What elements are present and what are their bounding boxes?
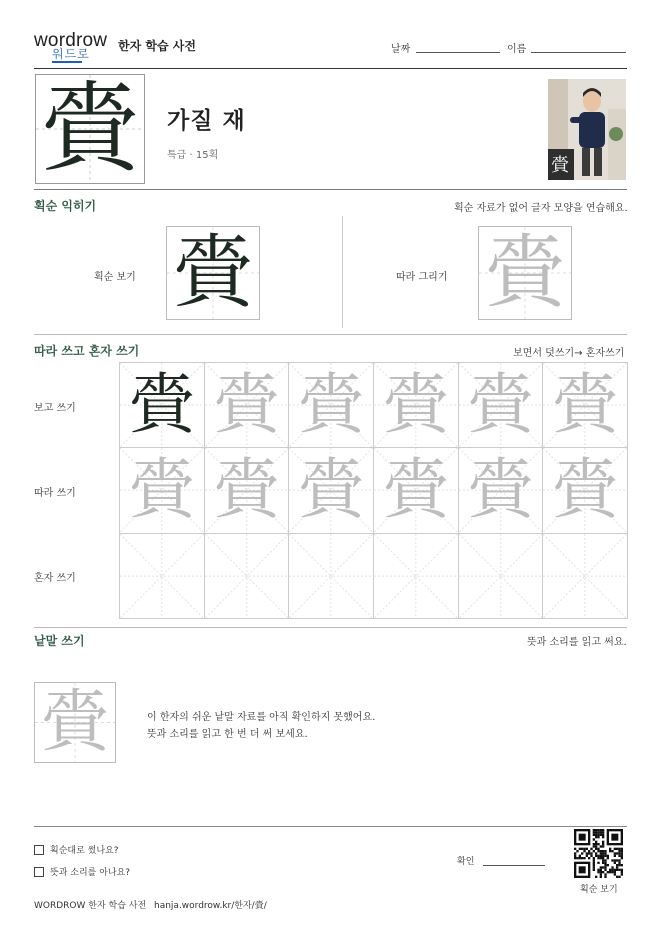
trace-character: 賫	[382, 451, 449, 529]
practice-cell[interactable]	[542, 362, 628, 448]
character-meaning: 가질 재	[167, 108, 246, 134]
confirm-field[interactable]	[483, 865, 545, 866]
confirm-label: 확인	[457, 857, 475, 867]
logo-underline	[52, 61, 82, 63]
stroke-section-separator	[342, 216, 343, 328]
row-label-alone: 혼자 쓰기	[34, 573, 76, 584]
row-label-trace: 따라 쓰기	[34, 488, 76, 499]
stroke-section-note: 획순 자료가 없어 글자 모양을 연습해요.	[454, 203, 628, 214]
trace-character: 賫	[485, 226, 565, 319]
name-label: 이름	[507, 44, 527, 55]
guide-lines	[459, 534, 543, 618]
trace-character: 賫	[213, 366, 280, 444]
trace-character: 賫	[128, 451, 195, 529]
trace-label: 따라 그리기	[396, 272, 448, 283]
word-message-line1: 이 한자의 쉬운 낱말 자료를 아직 확인하지 못했어요.	[147, 712, 376, 723]
trace-character: 賫	[298, 451, 365, 529]
logo-wordrow: wordrow	[34, 30, 108, 51]
word-section-title: 낱말 쓰기	[34, 634, 85, 648]
checklist-item-strokes[interactable]	[34, 843, 119, 856]
practice-section-title: 따라 쓰고 혼자 쓰기	[34, 344, 140, 358]
practice-cell[interactable]	[204, 447, 290, 533]
checklist-label: 뜻과 소리를 아나요?	[50, 868, 131, 878]
practice-cell[interactable]	[458, 447, 544, 533]
practice-divider	[34, 627, 627, 628]
word-section-note: 뜻과 소리를 읽고 써요.	[527, 637, 627, 648]
date-field[interactable]	[416, 52, 500, 53]
stroke-view-box[interactable]	[166, 226, 260, 320]
hero-divider	[34, 189, 627, 190]
checklist-label: 획순대로 썼나요?	[50, 846, 119, 856]
guide-lines	[289, 534, 373, 618]
guide-lines	[543, 534, 627, 618]
trace-box[interactable]	[478, 226, 572, 320]
app-title: 한자 학습 사전	[118, 39, 196, 53]
checkbox[interactable]	[34, 867, 44, 877]
trace-character: 賫	[467, 366, 534, 444]
hero-character-box	[35, 74, 145, 184]
hero-character: 賫	[40, 72, 139, 186]
footer-divider	[34, 826, 627, 827]
practice-cell[interactable]	[288, 447, 374, 533]
header-divider	[34, 68, 627, 69]
checklist-item-meaning[interactable]	[34, 865, 130, 878]
trace-character: 賫	[552, 366, 619, 444]
date-label: 날짜	[391, 44, 411, 55]
trace-character: 賫	[382, 366, 449, 444]
trace-character: 賫	[467, 451, 534, 529]
qr-caption: 획순 보기	[580, 885, 618, 895]
word-practice-box[interactable]	[34, 682, 116, 763]
checkbox[interactable]	[34, 845, 44, 855]
qr-code-icon[interactable]	[574, 829, 623, 878]
guide-lines	[205, 534, 289, 618]
practice-cell[interactable]	[373, 362, 459, 448]
practice-cell[interactable]	[288, 362, 374, 448]
footer-url[interactable]: hanja.wordrow.kr/한자/賫/	[154, 901, 267, 911]
trace-character: 賫	[552, 451, 619, 529]
stroke-section-title: 획순 익히기	[34, 199, 97, 213]
practice-cell[interactable]	[204, 362, 290, 448]
practice-cell[interactable]	[373, 447, 459, 533]
practice-cell[interactable]	[288, 533, 374, 619]
word-practice-character: 賫	[40, 682, 109, 762]
footer-brand: WORDROW 한자 학습 사전	[34, 901, 147, 911]
trace-character: 賫	[213, 451, 280, 529]
person-photo-icon	[548, 79, 626, 180]
practice-cell[interactable]	[458, 533, 544, 619]
logo-subtitle: 워드로	[52, 47, 90, 61]
guide-lines	[374, 534, 458, 618]
model-character: 賫	[128, 366, 195, 444]
practice-cell[interactable]	[542, 447, 628, 533]
trace-character: 賫	[298, 366, 365, 444]
practice-cell[interactable]	[373, 533, 459, 619]
word-message-line2: 뜻과 소리를 읽고 한 번 더 써 보세요.	[147, 729, 308, 740]
stroke-view-label: 획순 보기	[94, 272, 136, 283]
practice-cell[interactable]	[458, 362, 544, 448]
svg-text:賫: 賫	[551, 155, 569, 176]
practice-cell[interactable]	[119, 533, 205, 619]
character-grade: 특급 · 15획	[167, 150, 219, 161]
practice-cell[interactable]	[119, 362, 205, 448]
stroke-view-character: 賫	[173, 226, 253, 319]
practice-cell[interactable]	[542, 533, 628, 619]
practice-cell[interactable]	[204, 533, 290, 619]
name-field[interactable]	[531, 52, 626, 53]
row-label-look: 보고 쓰기	[34, 403, 76, 414]
practice-grid	[119, 362, 627, 618]
practice-cell[interactable]	[119, 447, 205, 533]
stroke-divider	[34, 334, 627, 335]
guide-lines	[120, 534, 204, 618]
practice-section-note: 보면서 덧쓰기→ 혼자쓰기	[513, 348, 625, 359]
